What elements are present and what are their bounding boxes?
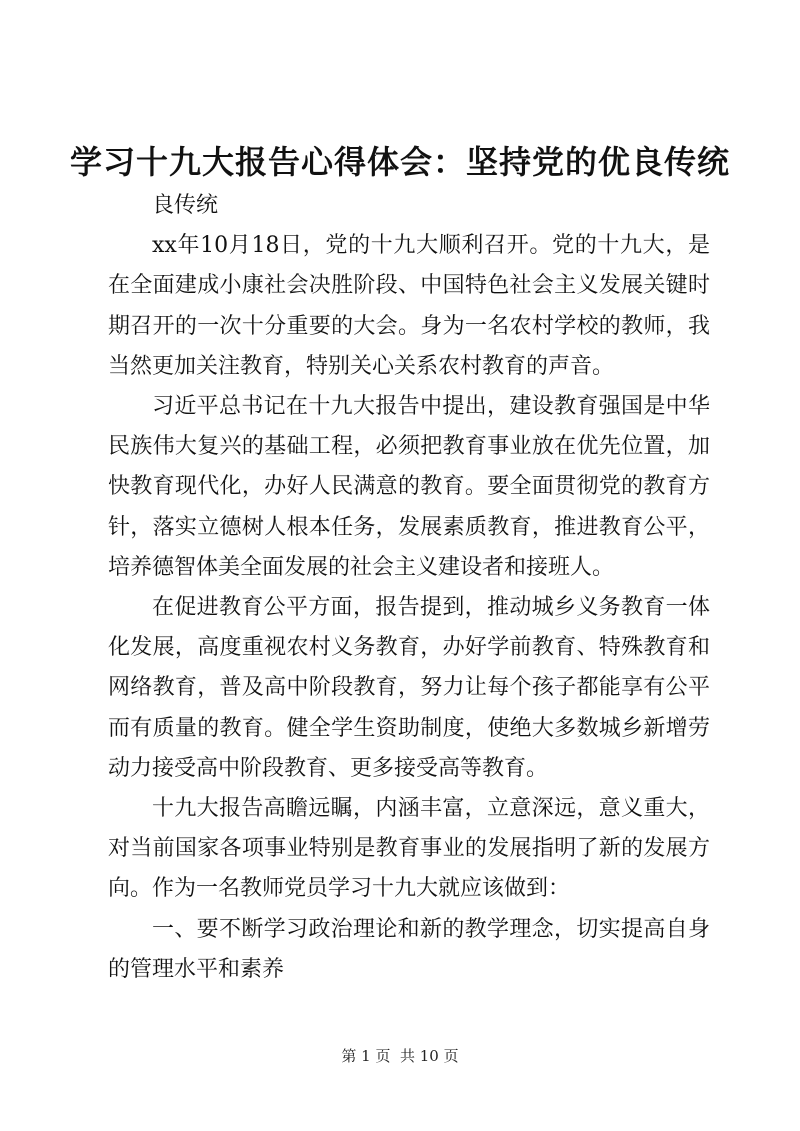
paragraph-1: 良传统	[152, 193, 219, 218]
document-body	[108, 186, 710, 990]
paragraph-6: 一、要不断学习政治理论和新的教学理念，切实提高自身的管理水平和素养	[108, 916, 710, 982]
paragraph-4: 在促进教育公平方面，报告提到，推动城乡义务教育一体化发展，高度重视农村义务教育，办好学前教育、特殊教育和网络教育，普及高中阶段教育，努力让每个孩子都能享有公平而有质量的教育。健全学生资助制度，使绝大多数城乡新增劳动力接受高中阶段教育、更多接受高等教育。	[108, 595, 710, 781]
page-footer	[0, 1046, 800, 1066]
document-title: 学习十九大报告心得体会：坚持党的优良传统	[69, 143, 730, 181]
page-number-label: 第 1 页 共 10 页	[341, 1047, 459, 1065]
paragraph-3: 习近平总书记在十九大报告中提出，建设教育强国是中华民族伟大复兴的基础工程，必须把教育事业放在优先位置，加快教育现代化，办好人民满意的教育。要全面贯彻党的教育方针，落实立德树人根本任务，发展素质教育，推进教育公平，培养德智体美全面发展的社会主义建设者和接班人。	[108, 394, 710, 580]
paragraph-2: xx年10月18日，党的十九大顺利召开。党的十九大，是在全面建成小康社会决胜阶段、中国特色社会主义发展关键时期召开的一次十分重要的大会。身为一名农村学校的教师，我当然更加关注教育，特别关心关系农村教育的声音。	[108, 233, 710, 379]
paragraph-5: 十九大报告高瞻远瞩，内涵丰富，立意深远，意义重大，对当前国家各项事业特别是教育事业的发展指明了新的发展方向。作为一名教师党员学习十九大就应该做到：	[108, 796, 710, 902]
